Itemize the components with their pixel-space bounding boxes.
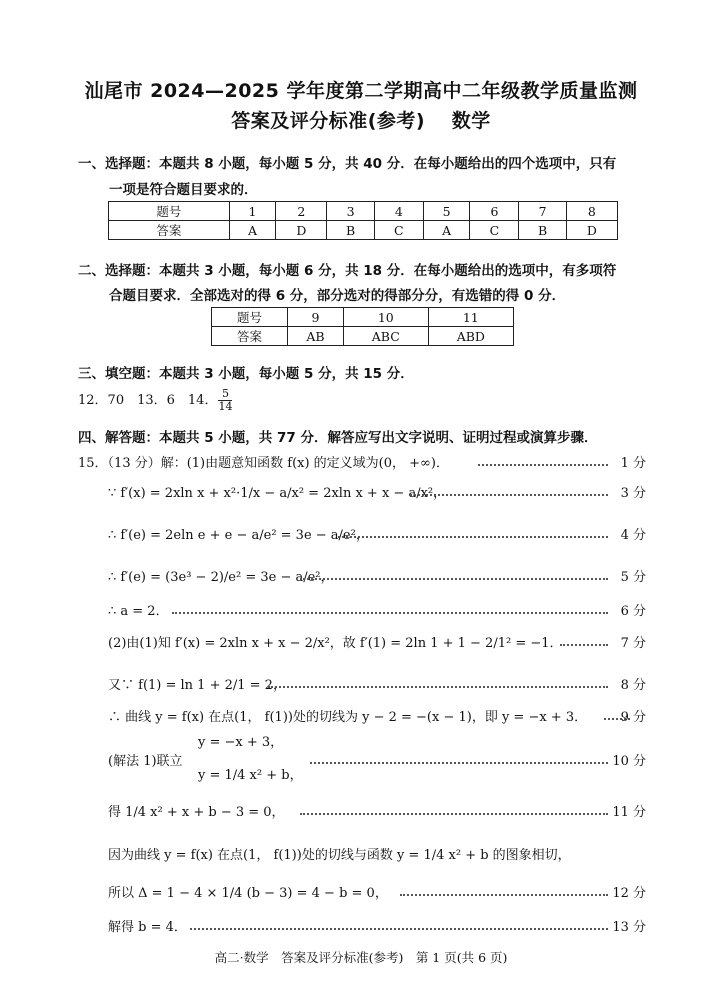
table-cell: 6 bbox=[470, 202, 519, 221]
dot-leader bbox=[338, 536, 608, 538]
solution-line: 解得 b = 4． bbox=[108, 920, 187, 935]
score: 8 分 bbox=[620, 678, 646, 693]
dot-leader bbox=[400, 894, 608, 896]
score: 5 分 bbox=[620, 570, 646, 585]
table-cell: 2 bbox=[276, 202, 327, 221]
table-cell: A bbox=[229, 221, 276, 240]
dot-leader bbox=[268, 686, 608, 688]
score: 6 分 bbox=[620, 604, 646, 619]
score: 7 分 bbox=[620, 636, 646, 651]
table-row bbox=[109, 221, 618, 240]
table-cell: ABC bbox=[343, 327, 428, 346]
answer-table-2 bbox=[211, 307, 514, 346]
solution-line: ∴ f′(e) = 2eln e + e − a/e² = 3e − a/e²， bbox=[108, 528, 369, 543]
table-cell: D bbox=[276, 221, 327, 240]
table-cell: B bbox=[519, 221, 566, 240]
solution-line: ∴ 曲线 y = f(x) 在点(1， f(1))处的切线为 y − 2 = −(x − 1)，即 y = −x + 3． bbox=[108, 710, 588, 725]
dot-leader bbox=[310, 762, 608, 764]
table-row bbox=[109, 202, 618, 221]
table-cell: 答案 bbox=[109, 221, 230, 240]
solution-line: (2)由(1)知 f′(x) = 2xln x + x − 2/x²，故 f′(1) = 2ln 1 + 1 − 2/1² = −1． bbox=[108, 636, 563, 651]
score: 11 分 bbox=[612, 805, 646, 820]
score: 4 分 bbox=[620, 528, 646, 543]
fraction-denominator: 14 bbox=[218, 400, 233, 413]
solution-line: ∵ f′(x) = 2xln x + x²·1/x − a/x² = 2xln x + x − a/x²， bbox=[108, 486, 447, 501]
table-row bbox=[212, 308, 514, 327]
solution-line: (解法 1)联立 bbox=[108, 754, 183, 769]
solution-line: ∴ a = 2． bbox=[108, 604, 169, 619]
fraction-numerator: 5 bbox=[218, 388, 232, 401]
table-cell: 1 bbox=[229, 202, 276, 221]
system-eq-2: y = 1/4 x² + b， bbox=[198, 768, 303, 783]
score: 9 分 bbox=[620, 710, 646, 725]
table-cell: B bbox=[327, 221, 374, 240]
dot-leader bbox=[172, 612, 608, 614]
table-cell: C bbox=[470, 221, 519, 240]
score: 12 分 bbox=[612, 886, 646, 901]
table-cell: 答案 bbox=[212, 327, 288, 346]
table-cell: 10 bbox=[343, 308, 428, 327]
system-eq-1: y = −x + 3， bbox=[198, 735, 284, 750]
table-cell: AB bbox=[287, 327, 343, 346]
table-cell: 3 bbox=[327, 202, 374, 221]
table-cell: 11 bbox=[428, 308, 513, 327]
fraction bbox=[218, 388, 232, 413]
table-row bbox=[212, 327, 514, 346]
page-title: 汕尾市 2024—2025 学年度第二学期高中二年级教学质量监测 bbox=[84, 80, 638, 102]
page-subtitle: 答案及评分标准(参考) 数学 bbox=[231, 110, 491, 132]
table-cell: A bbox=[423, 221, 470, 240]
table-cell: 9 bbox=[287, 308, 343, 327]
section1-heading: 一、选择题：本题共 8 小题，每小题 5 分，共 40 分．在每小题给出的四个选项中，只有 bbox=[78, 156, 617, 172]
table-cell: 题号 bbox=[212, 308, 288, 327]
table-cell: D bbox=[566, 221, 617, 240]
fill-in-answers bbox=[78, 388, 233, 413]
fill-in-text: 12．70 13．6 14． bbox=[78, 393, 218, 408]
section3-heading: 三、填空题：本题共 3 小题，每小题 5 分，共 15 分． bbox=[78, 366, 414, 382]
score: 1 分 bbox=[620, 456, 646, 471]
section1-heading-cont: 一项是符合题目要求的． bbox=[109, 182, 258, 198]
solution-line: 因为曲线 y = f(x) 在点(1， f(1))处的切线与函数 y = 1/4 x² + b 的图象相切， bbox=[108, 848, 571, 863]
dot-leader bbox=[300, 813, 608, 815]
section2-heading-cont: 合题目要求．全部选对的得 6 分，部分选对的得部分分，有选错的得 0 分． bbox=[109, 288, 566, 304]
solution-line: 所以 Δ = 1 − 4 × 1/4 (b − 3) = 4 − b = 0， bbox=[108, 886, 388, 901]
dot-leader bbox=[190, 928, 608, 930]
section2-heading: 二、选择题：本题共 3 小题，每小题 6 分，共 18 分．在每小题给出的选项中，有多项符 bbox=[78, 263, 617, 279]
dot-leader bbox=[560, 644, 608, 646]
page-footer: 高二·数学 答案及评分标准(参考) 第 1 页(共 6 页) bbox=[214, 950, 508, 965]
table-cell: 8 bbox=[566, 202, 617, 221]
solution-line: ∴ f′(e) = (3e³ − 2)/e² = 3e − a/e²， bbox=[108, 570, 334, 585]
solution-line: 又∵ f(1) = ln 1 + 2/1 = 2， bbox=[108, 678, 286, 693]
score: 13 分 bbox=[612, 920, 646, 935]
dot-leader bbox=[410, 494, 608, 496]
solution-line: 得 1/4 x² + x + b − 3 = 0， bbox=[108, 805, 285, 820]
score: 10 分 bbox=[612, 754, 646, 769]
solution-line: 15．（13 分）解：(1)由题意知函数 f(x) 的定义域为(0， +∞)． bbox=[78, 456, 449, 471]
table-cell: 7 bbox=[519, 202, 566, 221]
dot-leader bbox=[478, 464, 608, 466]
section4-heading: 四、解答题：本题共 5 小题，共 77 分．解答应写出文字说明、证明过程或演算步骤． bbox=[78, 430, 598, 446]
score: 3 分 bbox=[620, 486, 646, 501]
answer-table-1 bbox=[108, 201, 618, 240]
table-cell: 5 bbox=[423, 202, 470, 221]
table-cell: C bbox=[374, 221, 423, 240]
table-cell: 题号 bbox=[109, 202, 230, 221]
dot-leader bbox=[300, 578, 608, 580]
table-cell: 4 bbox=[374, 202, 423, 221]
table-cell: ABD bbox=[428, 327, 513, 346]
